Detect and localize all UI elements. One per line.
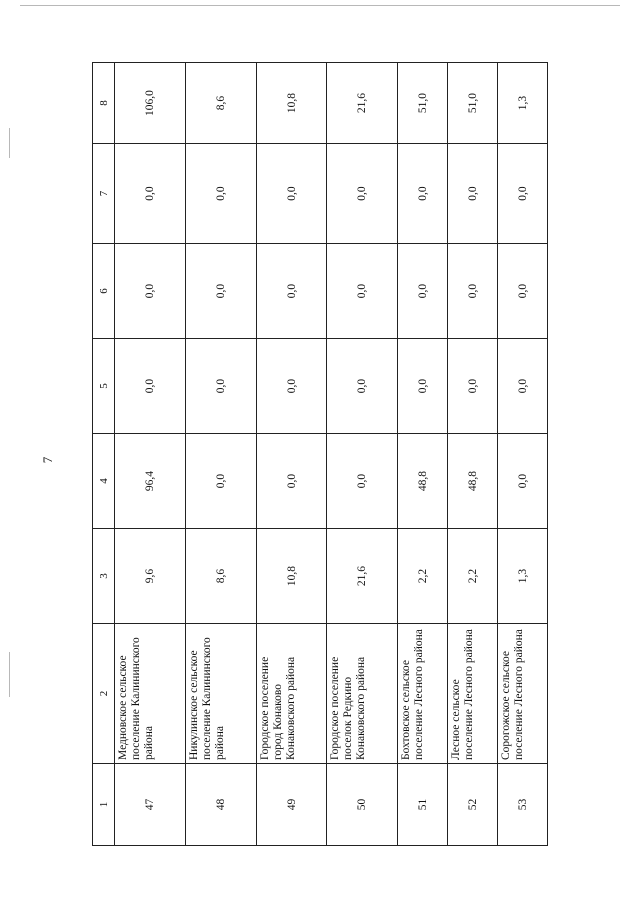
value-col-8: 106,0 [115,63,186,144]
column-number: 6 [93,244,115,339]
value-col-7: 0,0 [327,144,398,244]
value-col-3: 9,6 [115,529,186,624]
value-col-6: 0,0 [115,244,186,339]
value-col-6: 0,0 [185,244,256,339]
value-col-8: 10,8 [256,63,327,144]
value-col-4: 0,0 [498,434,548,529]
value-col-7: 0,0 [115,144,186,244]
row-number: 52 [448,764,498,846]
data-table [92,62,548,846]
municipality-name: Городское поселение город Конаково Конаковского района [256,624,327,764]
value-col-4: 48,8 [398,434,448,529]
scan-mark-left-lower [9,652,10,697]
column-number: 7 [93,144,115,244]
municipality-name: Бохтовское сельское поселение Лесного района [398,624,448,764]
value-col-6: 0,0 [327,244,398,339]
value-col-8: 51,0 [398,63,448,144]
table-row [398,63,448,846]
column-number: 8 [93,63,115,144]
value-col-6: 0,0 [256,244,327,339]
value-col-4: 0,0 [256,434,327,529]
scan-mark-left-upper [9,128,10,158]
value-col-7: 0,0 [448,144,498,244]
table-row [185,63,256,846]
scan-mark-top [20,5,620,6]
page-number: 7 [40,456,55,464]
column-number-row [93,63,115,846]
table-row [327,63,398,846]
column-number: 4 [93,434,115,529]
value-col-4: 0,0 [185,434,256,529]
row-number: 51 [398,764,448,846]
value-col-6: 0,0 [448,244,498,339]
municipality-name: Сорогожское сельское поселение Лесного района [498,624,548,764]
value-col-3: 2,2 [448,529,498,624]
value-col-4: 48,8 [448,434,498,529]
table-row [256,63,327,846]
value-col-3: 21,6 [327,529,398,624]
municipality-name: Медновское сельское поселение Калининского района [115,624,186,764]
row-number: 49 [256,764,327,846]
value-col-7: 0,0 [256,144,327,244]
column-number: 1 [93,764,115,846]
column-number: 3 [93,529,115,624]
value-col-3: 2,2 [398,529,448,624]
value-col-5: 0,0 [498,339,548,434]
column-number: 2 [93,624,115,764]
value-col-4: 96,4 [115,434,186,529]
row-number: 53 [498,764,548,846]
rotated-table-container [92,63,548,846]
value-col-8: 51,0 [448,63,498,144]
value-col-3: 1,3 [498,529,548,624]
column-number: 5 [93,339,115,434]
value-col-5: 0,0 [115,339,186,434]
value-col-7: 0,0 [398,144,448,244]
value-col-8: 1,3 [498,63,548,144]
row-number: 48 [185,764,256,846]
value-col-7: 0,0 [498,144,548,244]
municipality-name: Городское поселение поселок Редкино Конаковского района [327,624,398,764]
value-col-8: 8,6 [185,63,256,144]
table-row [498,63,548,846]
row-number: 50 [327,764,398,846]
value-col-6: 0,0 [498,244,548,339]
table-row [115,63,186,846]
municipality-name: Лесное сельское поселение Лесного района [448,624,498,764]
municipality-name: Никулинское сельское поселение Калининского района [185,624,256,764]
value-col-6: 0,0 [398,244,448,339]
value-col-5: 0,0 [327,339,398,434]
value-col-5: 0,0 [448,339,498,434]
value-col-3: 8,6 [185,529,256,624]
value-col-3: 10,8 [256,529,327,624]
value-col-7: 0,0 [185,144,256,244]
value-col-5: 0,0 [256,339,327,434]
value-col-5: 0,0 [398,339,448,434]
value-col-5: 0,0 [185,339,256,434]
value-col-8: 21,6 [327,63,398,144]
table-row [448,63,498,846]
value-col-4: 0,0 [327,434,398,529]
row-number: 47 [115,764,186,846]
